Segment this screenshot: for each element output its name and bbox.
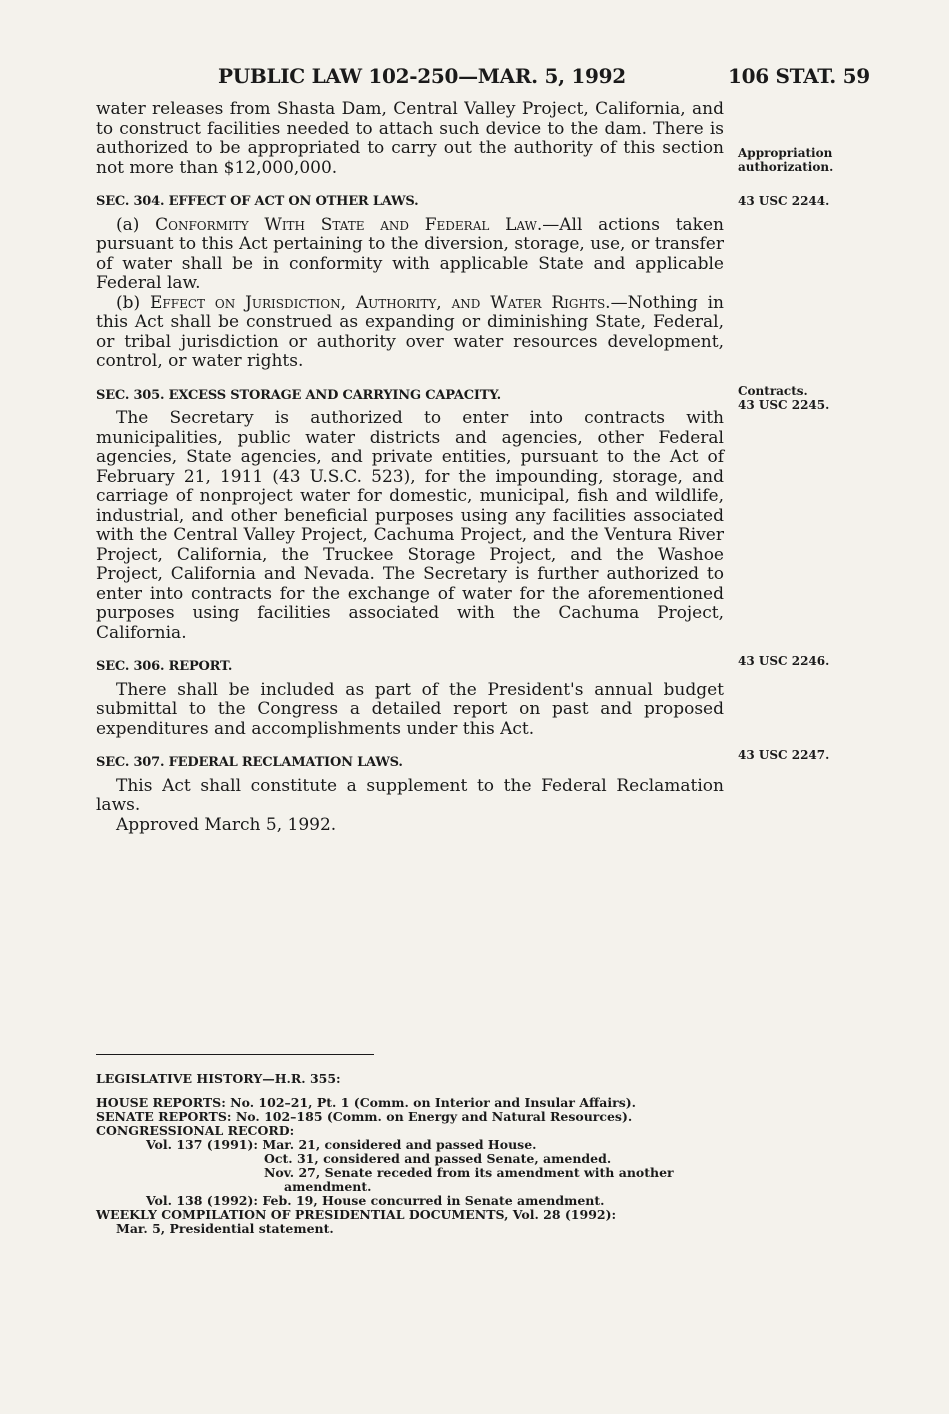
margin-note-line: 43 USC 2245. bbox=[738, 398, 830, 412]
margin-note-usc-2244: 43 USC 2244. bbox=[738, 194, 830, 208]
page-header-title: PUBLIC LAW 102-250—MAR. 5, 1992 bbox=[218, 64, 626, 88]
subsection-text: —All actions taken pursuant to this Act pertaining to the diversion, storage, use, or transfer of water shall be in conformity with applicable State and applicable Federal law. bbox=[96, 214, 724, 293]
margin-note-usc-2247: 43 USC 2247. bbox=[738, 748, 830, 762]
subsection-label: (b) bbox=[116, 292, 151, 313]
margin-note-appropriation bbox=[738, 146, 848, 174]
presidential-statement: Mar. 5, Presidential statement. bbox=[116, 1221, 334, 1236]
section-305-heading: SEC. 305. EXCESS STORAGE AND CARRYING CAPACITY. bbox=[96, 387, 501, 403]
body-text-column bbox=[96, 100, 724, 835]
record-nov-27-continued: amendment. bbox=[284, 1179, 372, 1194]
section-304-heading: SEC. 304. EFFECT OF ACT ON OTHER LAWS. bbox=[96, 194, 419, 209]
section-304-subsection-a bbox=[96, 216, 724, 294]
weekly-compilation: WEEKLY COMPILATION OF PRESIDENTIAL DOCUMENTS, Vol. 28 (1992): bbox=[96, 1207, 617, 1222]
record-vol-138: Vol. 138 (1992): Feb. 19, House concurred in Senate amendment. bbox=[146, 1193, 605, 1208]
intro-paragraph: water releases from Shasta Dam, Central Valley Project, California, and to construct facilities needed to attach such device to the dam. There is authorized to be appropriated to carry out the authority of this section not more than $12,000,000. bbox=[96, 99, 724, 178]
margin-note-line: Contracts. bbox=[738, 384, 808, 398]
margin-note-line: authorization. bbox=[738, 160, 834, 174]
record-nov-27: Nov. 27, Senate receded from its amendment with another bbox=[264, 1165, 674, 1180]
subsection-caption: Effect on Jurisdiction, Authority, and Water Rights. bbox=[150, 292, 611, 313]
section-306-heading: SEC. 306. REPORT. bbox=[96, 659, 233, 674]
margin-note-usc-2246: 43 USC 2246. bbox=[738, 654, 830, 668]
margin-note-line: Appropriation bbox=[738, 146, 833, 160]
subsection-label: (a) bbox=[116, 214, 156, 235]
record-oct-31: Oct. 31, considered and passed Senate, amended. bbox=[264, 1151, 612, 1166]
section-304-subsection-b bbox=[96, 294, 724, 372]
legislative-history-title: LEGISLATIVE HISTORY—H.R. 355: bbox=[96, 1071, 341, 1086]
subsection-text: —Nothing in this Act shall be construed as expanding or diminishing State, Federal, or tribal jurisdiction or authority over water resources development, control, or water rights. bbox=[96, 292, 725, 371]
record-vol-137: Vol. 137 (1991): Mar. 21, considered and passed House. bbox=[146, 1137, 537, 1152]
section-305-text: The Secretary is authorized to enter into contracts with municipalities, public water districts and agencies, other Federal agencies, State agencies, and private entities, pursuant to the Act of February 21, 1911 (43 U.S.C. 523), for the impounding, storage, and carriage of nonproject water for domestic, municipal, fish and wildlife, industrial, and other beneficial purposes using any facilities associated with the Central Valley Project, Cachuma Project, and the Ventura River Project, California, the Truckee Storage Project, and the Washoe Project, California and Nevada. The Secretary is further authorized to enter into contracts for the exchange of water for the aforementioned purposes using facilities associated with the Cachuma Project, California. bbox=[96, 408, 724, 643]
subsection-caption: Conformity With State and Federal Law. bbox=[155, 214, 543, 235]
page-header-stat-citation: 106 STAT. 59 bbox=[728, 64, 870, 88]
legislative-history-divider bbox=[96, 1054, 374, 1055]
approval-date: Approved March 5, 1992. bbox=[116, 814, 337, 835]
house-reports: HOUSE REPORTS: No. 102–21, Pt. 1 (Comm. on Interior and Insular Affairs). bbox=[96, 1095, 637, 1110]
section-307-heading: SEC. 307. FEDERAL RECLAMATION LAWS. bbox=[96, 755, 403, 770]
senate-reports: SENATE REPORTS: No. 102–185 (Comm. on Energy and Natural Resources). bbox=[96, 1109, 633, 1124]
section-307-text: This Act shall constitute a supplement to the Federal Reclamation laws. bbox=[96, 775, 724, 815]
legislative-history bbox=[96, 1072, 716, 1236]
congressional-record: CONGRESSIONAL RECORD: bbox=[96, 1123, 295, 1138]
section-306-text: There shall be included as part of the President's annual budget submittal to the Congress a detailed report on past and proposed expenditures and accomplishments under this Act. bbox=[96, 679, 724, 739]
margin-note-contracts bbox=[738, 384, 848, 412]
